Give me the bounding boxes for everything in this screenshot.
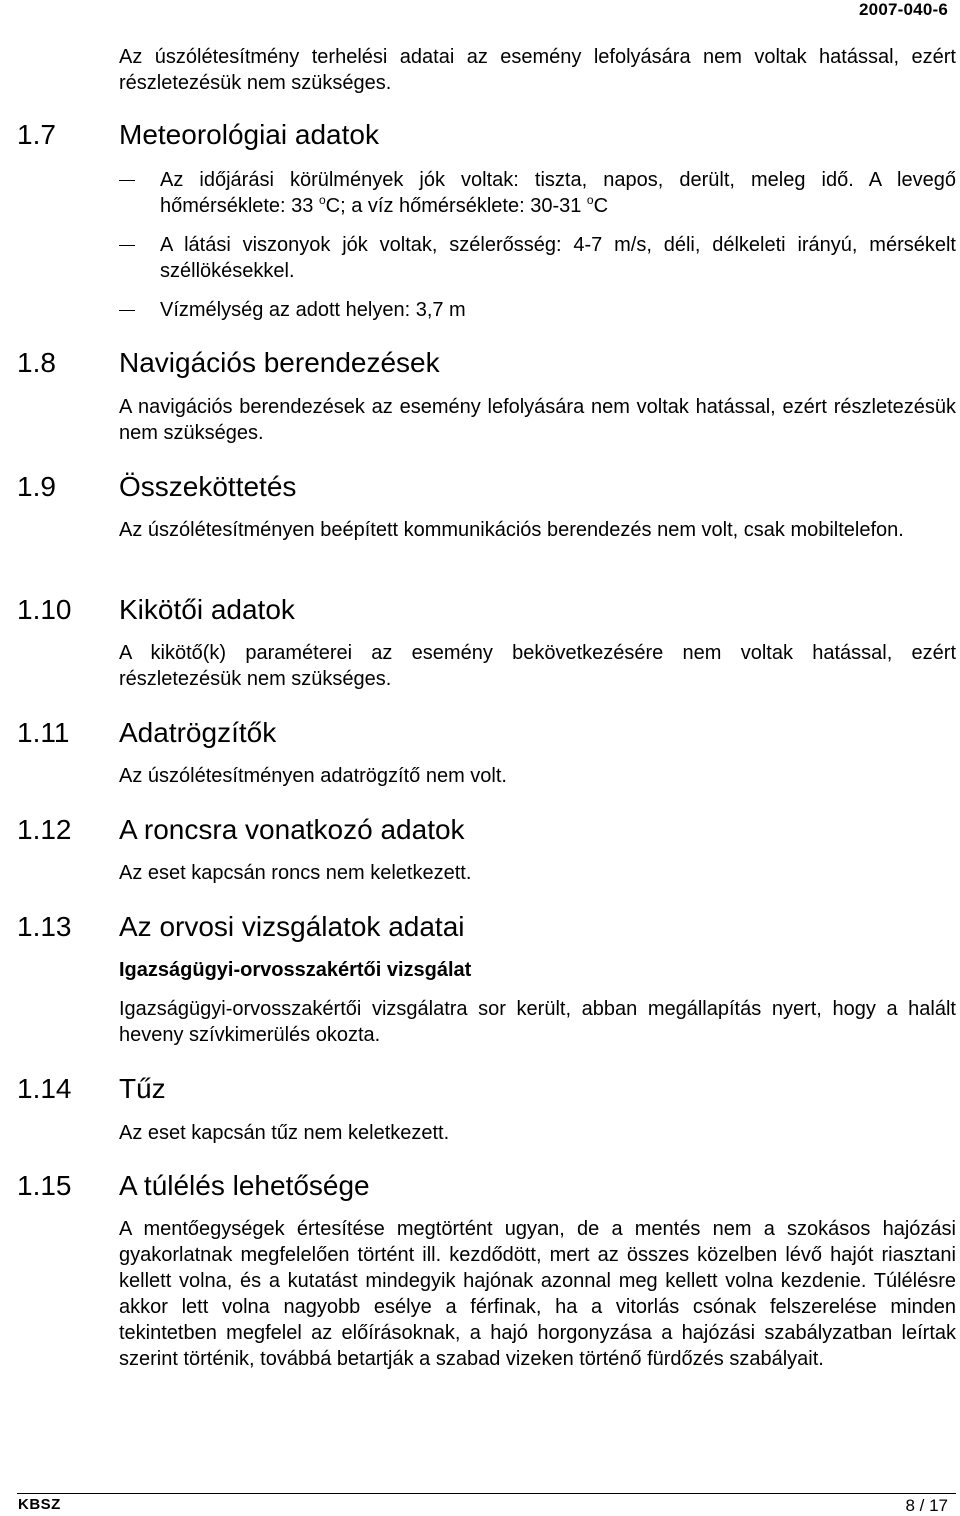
section-text-1-15: A mentőegységek értesítése megtörtént ugyan, de a mentés nem a szokásos hajózási gyakorlatnak megfelelően történt ill. kezdődött, mert az összes közelben lévő hajót riasztani kellett volna, és a kutatást mindegyik hajónak azonnal meg kellett volna kezdenie. Túlélésre akkor lett volna nagyobb esélye a férfinak, ha a vitorlás csónak felszerelése minden tekintetben megfelel az előírásoknak, a hajó horgonyzása a hajózási szabályzatban leírtak szerint történik, továbbá betartják a szabad vizeken történő fürdőzés szabályait. bbox=[119, 1218, 956, 1370]
section-number: 1.11 bbox=[17, 717, 70, 748]
section-title: A roncsra vonatkozó adatok bbox=[119, 814, 465, 845]
section-heading-1-11 bbox=[17, 716, 276, 750]
section-title: Az orvosi vizsgálatok adatai bbox=[119, 911, 465, 942]
section-text-1-10: A kikötő(k) paraméterei az esemény bekövetkezésére nem voltak hatással, ezért részletezésük nem szükséges. bbox=[119, 642, 956, 690]
section-heading-1-12 bbox=[17, 813, 465, 847]
section-text-1-8: A navigációs berendezések az esemény lefolyására nem voltak hatással, ezért részletezésük nem szükséges. bbox=[119, 396, 956, 444]
section-heading-1-8 bbox=[17, 346, 440, 380]
section-heading-1-7 bbox=[17, 118, 379, 152]
section-number: 1.9 bbox=[17, 471, 56, 502]
bullet-water-depth bbox=[119, 297, 956, 323]
bullet-weather bbox=[119, 167, 956, 219]
section-text-1-14: Az eset kapcsán tűz nem keletkezett. bbox=[119, 1122, 450, 1144]
section-number: 1.13 bbox=[17, 911, 72, 942]
dash-bullet-icon bbox=[119, 245, 135, 246]
kbsz-logo: KBSZ bbox=[18, 1496, 61, 1513]
section-number: 1.10 bbox=[17, 594, 72, 625]
section-text-1-13: Igazságügyi-orvosszakértői vizsgálatra sor került, abban megállapítás nyert, hogy a halált heveny szívkimerülés okozta. bbox=[119, 998, 956, 1046]
section-heading-1-9 bbox=[17, 470, 296, 504]
intro-paragraph: Az úszólétesítmény terhelési adatai az esemény lefolyására nem voltak hatással, ezért részletezésük nem szükséges. bbox=[119, 46, 956, 94]
section-title: Navigációs berendezések bbox=[119, 347, 440, 378]
section-number: 1.8 bbox=[17, 347, 56, 378]
section-title: A túlélés lehetősége bbox=[119, 1170, 370, 1201]
document-id: 2007-040-6 bbox=[859, 0, 948, 19]
subheading-forensic-exam: Igazságügyi-orvosszakértői vizsgálat bbox=[119, 959, 472, 981]
section-text-1-12: Az eset kapcsán roncs nem keletkezett. bbox=[119, 862, 472, 884]
section-title: Adatrögzítők bbox=[119, 717, 277, 748]
dash-bullet-icon bbox=[119, 310, 135, 311]
bullet-text: Vízmélység az adott helyen: 3,7 m bbox=[160, 299, 466, 321]
page-number: 8 / 17 bbox=[905, 1496, 948, 1515]
section-title: Kikötői adatok bbox=[119, 594, 295, 625]
section-heading-1-13 bbox=[17, 910, 465, 944]
section-number: 1.12 bbox=[17, 814, 72, 845]
section-title: Összeköttetés bbox=[119, 471, 297, 502]
section-text-1-11: Az úszólétesítményen adatrögzítő nem volt. bbox=[119, 765, 507, 787]
dash-bullet-icon bbox=[119, 180, 135, 181]
bullet-text: Az időjárási körülmények jók voltak: tiszta, napos, derült, meleg idő. A levegő hőmérséklete: 33 $^o$C; a víz hőmérséklete: 30-31 $^o$C bbox=[160, 169, 956, 217]
section-heading-1-15 bbox=[17, 1169, 370, 1203]
section-heading-1-14 bbox=[17, 1072, 166, 1106]
section-number: 1.7 bbox=[17, 119, 56, 150]
footer-divider bbox=[17, 1493, 956, 1494]
bullet-text: A látási viszonyok jók voltak, szélerősség: 4-7 m/s, déli, délkeleti irányú, mérsékelt széllökésekkel. bbox=[160, 234, 956, 282]
section-title: Meteorológiai adatok bbox=[119, 119, 379, 150]
section-text-1-9: Az úszólétesítményen beépített kommunikációs berendezés nem volt, csak mobiltelefon. bbox=[119, 519, 904, 541]
section-number: 1.15 bbox=[17, 1170, 72, 1201]
section-title: Tűz bbox=[119, 1073, 166, 1104]
section-number: 1.14 bbox=[17, 1073, 72, 1104]
bullet-visibility bbox=[119, 232, 956, 284]
section-heading-1-10 bbox=[17, 593, 295, 627]
